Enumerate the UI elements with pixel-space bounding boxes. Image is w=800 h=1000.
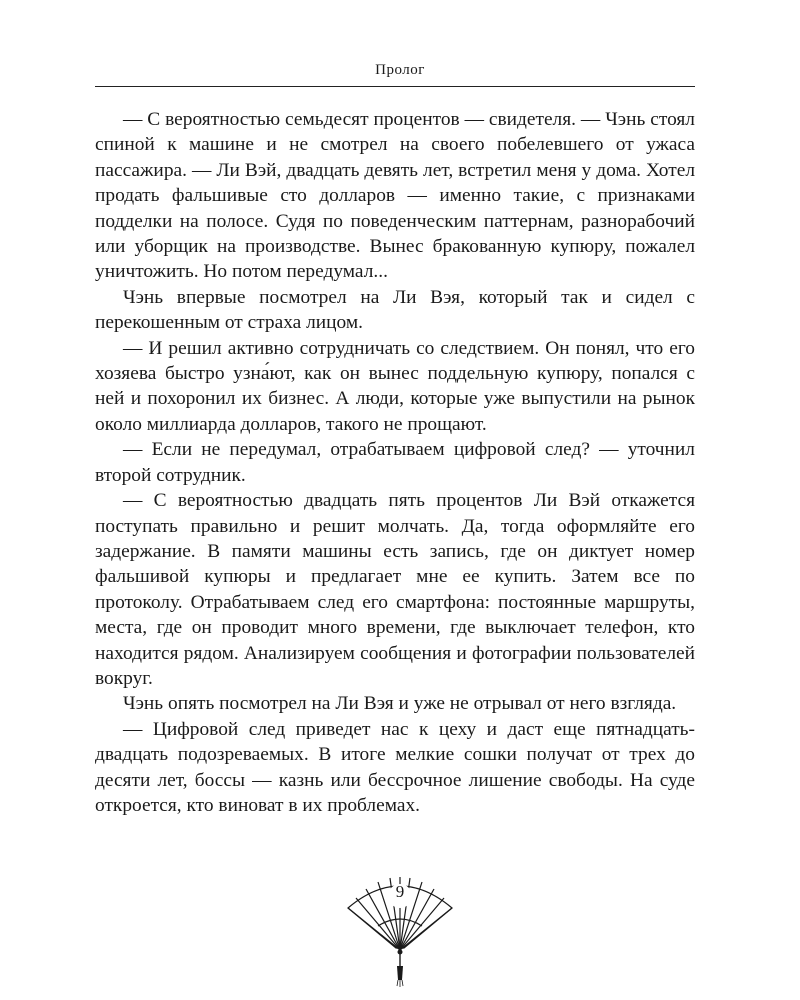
paragraph: Чэнь впервые посмотрел на Ли Вэя, который так и сидел с перекошенным от страха лицом. xyxy=(95,286,695,334)
paragraph: — С вероятностью семьдесят процентов — свидетеля. — Чэнь стоял спиной к машине и не смотрел на своего побелевшего от ужаса пассажира. — Ли Вэй, двадцать девять лет, встретил меня у дома. Хотел продать фальшивые сто долларов — именно такие, с признаками подделки на полосе. Судя по поведенческим паттернам, разнорабочий или уборщик на производстве. Вынес бракованную купюру, пожалел уничтожить. Но потом передумал... xyxy=(95,109,695,283)
paragraph: — Цифровой след приведет нас к цеху и даст еще пятнадцать-двадцать подозреваемых. В итоге мелкие сошки получат от трех до десяти лет, боссы — казнь или бессрочное лишение свободы. На суде откроется, кто виноват в их проблемах. xyxy=(95,718,695,816)
paragraph: Чэнь опять посмотрел на Ли Вэя и уже не отрывал от него взгляда. xyxy=(123,693,677,715)
page-number: 9 xyxy=(395,882,405,901)
body-text xyxy=(95,107,695,818)
paragraph: — И решил активно сотрудничать со следствием. Он понял, что его хозяева быстро узна́ют, как он вынес поддельную купюру, попался с ней и похоронил их бизнес. А люди, которые уже выпустили на рынок около миллиарда долларов, такого не прощают. xyxy=(95,337,695,435)
running-header-title: Пролог xyxy=(375,62,425,78)
header-rule xyxy=(95,86,695,87)
paragraph: — Если не передумал, отрабатываем цифровой след? — уточнил второй сотрудник. xyxy=(95,439,695,486)
paragraph: — С вероятностью двадцать пять процентов Ли Вэй откажется поступать правильно и решит молчать. Да, тогда оформляйте его задержание. В памяти машины есть запись, где он диктует номер фальшивой купюры и предлагает мне ее купить. Затем все по протоколу. Отрабатываем след его смартфона: постоянные маршруты, места, где он проводит много времени, где выключает телефон, кто находится рядом. Анализируем сообщения и фотографии пользователей вокруг. xyxy=(95,490,695,689)
